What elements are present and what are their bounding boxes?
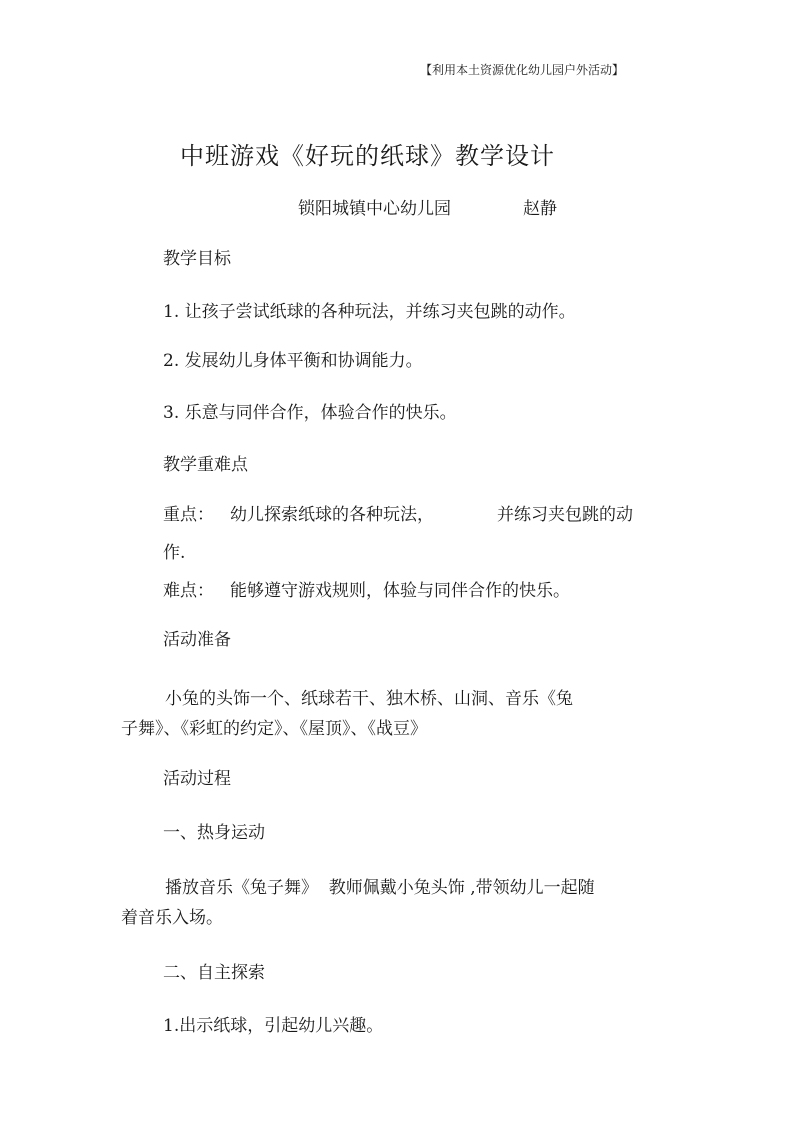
key-point-text-part3: 作. [163,543,186,563]
explore-item-1: 1.出示纸球，引起幼儿兴趣。 [163,1016,384,1036]
key-point-text-part1: 幼儿探索纸球的各种玩法， [230,505,434,525]
section-heading-goals: 教学目标 [163,249,231,269]
section-heading-process: 活动过程 [163,769,231,789]
author-school: 锁阳城镇中心幼儿园 [298,199,451,219]
warmup-line-2: 着音乐入场。 [121,908,223,928]
goal-item-2: 2. 发展幼儿身体平衡和协调能力。 [163,351,423,371]
step-heading-warmup: 一、热身运动 [163,823,265,843]
goal-item-3: 3. 乐意与同伴合作，体验合作的快乐。 [163,403,457,423]
prep-line-2: 子舞》、《彩虹的约定》、《屋顶》、《战豆》 [121,719,427,739]
prep-line-1: 小兔的头饰一个、纸球若干、独木桥、山洞、音乐《兔 [165,689,573,709]
step-heading-explore: 二、自主探索 [163,963,265,983]
page-title: 中班游戏《好玩的纸球》教学设计 [180,142,555,170]
goal-item-1: 1. 让孩子尝试纸球的各种玩法，并练习夹包跳的动作。 [163,302,576,322]
key-point-label: 重点： [163,505,214,525]
section-heading-key-points: 教学重难点 [163,455,248,475]
page-header: 【利用本土资源优化幼儿园户外活动】 [420,63,625,77]
warmup-line-1: 播放音乐《兔子舞》 教师佩戴小兔头饰 ,带领幼儿一起随 [165,878,595,898]
author-name: 赵静 [523,199,557,219]
difficult-point-label: 难点： [163,581,214,601]
section-heading-preparation: 活动准备 [163,630,231,650]
key-point-text-part2: 并练习夹包跳的动 [497,505,633,525]
difficult-point-text: 能够遵守游戏规则，体验与同伴合作的快乐。 [230,581,570,601]
